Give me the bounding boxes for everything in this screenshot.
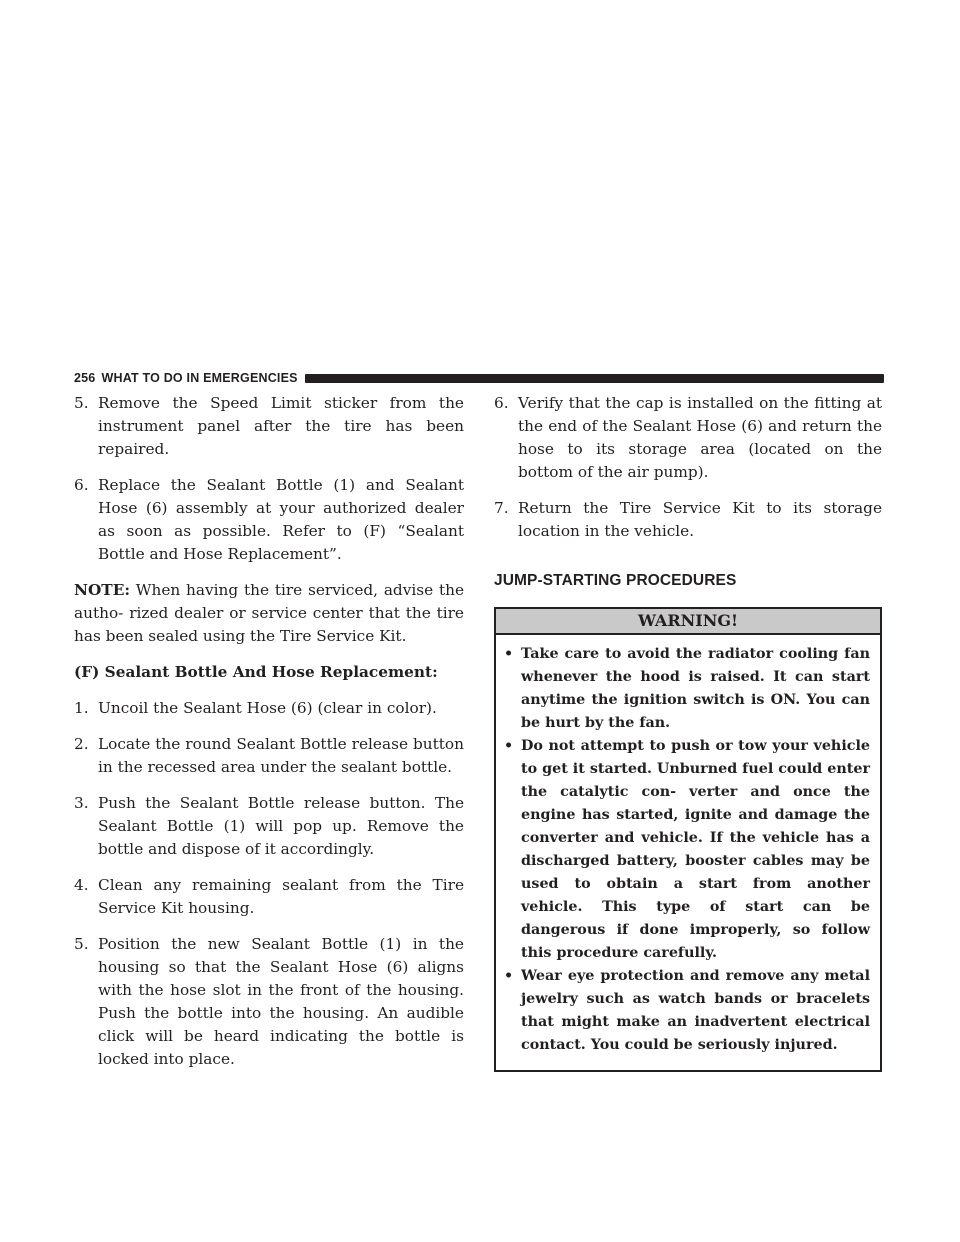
- list-item: [74, 792, 464, 861]
- item-text: Position the new Sealant Bottle (1) in the housing so that the Sealant Hose (6) aligns with the hose slot in the front of the housing. Push the bottle into the housing. An audible click will be heard indicating the bottle is locked into place.: [98, 935, 464, 1068]
- warning-item: [504, 735, 870, 965]
- bullet-icon: •: [504, 738, 514, 754]
- item-number: 6.: [494, 394, 509, 412]
- warning-text: Wear eye protection and remove any metal jewelry such as watch bands or bracelets that might make an inadvertent electrical contact. You could be seriously injured.: [521, 968, 870, 1053]
- item-number: 5.: [74, 935, 89, 953]
- item-text: Return the Tire Service Kit to its storage location in the vehicle.: [518, 499, 882, 540]
- item-text: Clean any remaining sealant from the Tire Service Kit housing.: [98, 876, 464, 917]
- note-label: NOTE:: [74, 581, 130, 599]
- left-column: [74, 392, 464, 1084]
- item-number: 2.: [74, 735, 89, 753]
- item-number: 1.: [74, 699, 89, 717]
- page-header: [74, 371, 884, 385]
- list-item: [74, 392, 464, 461]
- item-number: 6.: [74, 476, 89, 494]
- page-number: 256: [74, 371, 96, 385]
- item-number: 5.: [74, 394, 89, 412]
- note-text: When having the tire serviced, advise the autho- rized dealer or service center that the tire has been sealed using the Tire Service Kit.: [74, 581, 464, 645]
- warning-text: Do not attempt to push or tow your vehicle to get it started. Unburned fuel could enter the catalytic con- verter and once the engine has started, ignite and damage the converter and vehicle. If the vehicle has a discharged battery, booster cables may be used to obtain a start from another vehicle. This type of start can be dangerous if done improperly, so follow this procedure carefully.: [521, 738, 870, 961]
- bullet-icon: •: [504, 968, 514, 984]
- item-text: Verify that the cap is installed on the fitting at the end of the Sealant Hose (6) and return the hose to its storage area (located on the bottom of the air pump).: [518, 394, 882, 481]
- header-rule: [305, 374, 884, 383]
- warning-item: [504, 965, 870, 1057]
- list-item: [494, 497, 882, 543]
- list-item: [494, 392, 882, 484]
- section-heading: JUMP-STARTING PROCEDURES: [494, 572, 737, 589]
- item-text: Push the Sealant Bottle release button. The Sealant Bottle (1) will pop up. Remove the bottle and dispose of it accordingly.: [98, 794, 464, 858]
- note-paragraph: [74, 579, 464, 648]
- section-title: WHAT TO DO IN EMERGENCIES: [101, 371, 298, 385]
- warning-list: [496, 635, 880, 1070]
- item-text: Replace the Sealant Bottle (1) and Sealant Hose (6) assembly at your authorized dealer as soon as possible. Refer to (F) “Sealant Bottle and Hose Replacement”.: [98, 476, 464, 563]
- item-text: Locate the round Sealant Bottle release button in the recessed area under the sealant bottle.: [98, 735, 464, 776]
- list-item: [74, 474, 464, 566]
- item-number: 3.: [74, 794, 89, 812]
- item-text: Uncoil the Sealant Hose (6) (clear in color).: [98, 699, 437, 717]
- list-item: [74, 733, 464, 779]
- bullet-icon: •: [504, 646, 514, 662]
- list-item: [74, 874, 464, 920]
- warning-item: [504, 643, 870, 735]
- list-item: [74, 697, 464, 720]
- subheading: (F) Sealant Bottle And Hose Replacement:: [74, 663, 438, 681]
- warning-text: Take care to avoid the radiator cooling fan whenever the hood is raised. It can start anytime the ignition switch is ON. You can be hurt by the fan.: [521, 646, 870, 731]
- item-number: 7.: [494, 499, 509, 517]
- right-column: [494, 392, 882, 1072]
- warning-title: WARNING!: [496, 609, 880, 635]
- list-item: [74, 933, 464, 1071]
- item-text: Remove the Speed Limit sticker from the instrument panel after the tire has been repaired.: [98, 394, 464, 458]
- item-number: 4.: [74, 876, 89, 894]
- warning-box: [494, 607, 882, 1072]
